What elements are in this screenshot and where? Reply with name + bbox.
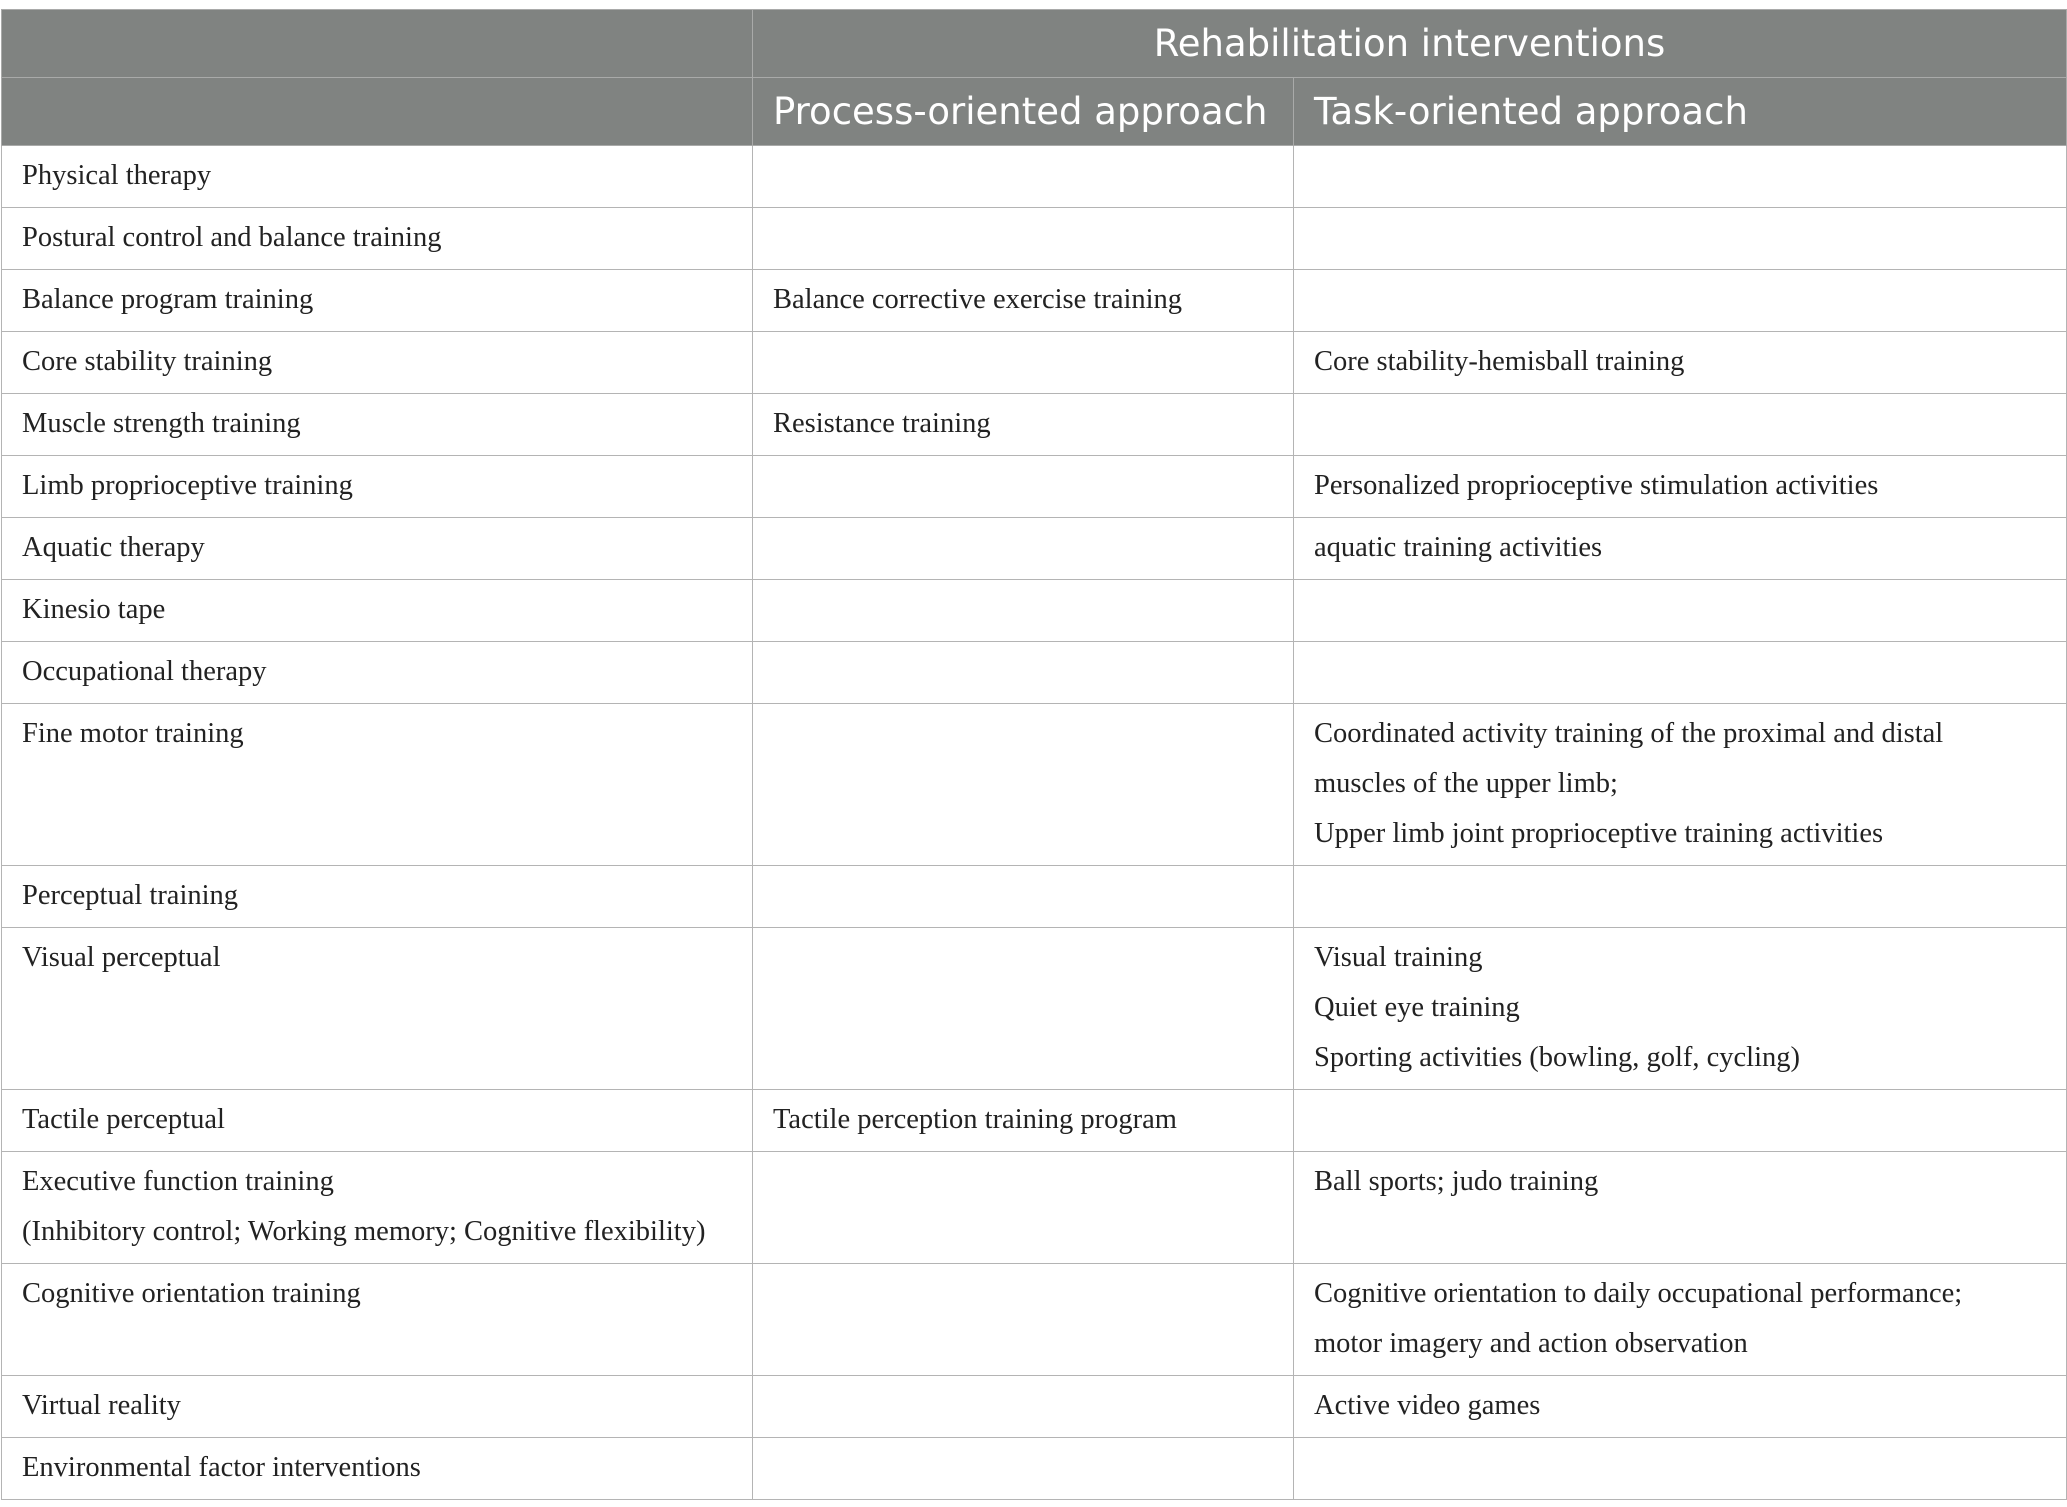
table-row: [2, 270, 2067, 332]
header-process-oriented: Process-oriented approach: [753, 78, 1294, 146]
task-approach-text: aquatic training activities: [1314, 532, 1603, 563]
intervention-name: Kinesio tape: [22, 594, 166, 625]
task-approach-text: Visual training: [1314, 942, 1483, 973]
task-cell: [1294, 332, 2067, 394]
process-cell: [753, 1264, 1294, 1376]
intervention-name: Perceptual training: [22, 880, 239, 911]
intervention-name: Balance program training: [22, 284, 314, 315]
intervention-name-cell: [2, 146, 753, 208]
header-task-oriented: Task-oriented approach: [1294, 78, 2067, 146]
table-row: [2, 1090, 2067, 1152]
task-approach-text: Sporting activities (bowling, golf, cycling): [1314, 1042, 1801, 1073]
task-cell: [1294, 208, 2067, 270]
intervention-name-cell: [2, 1376, 753, 1438]
process-cell: [753, 332, 1294, 394]
intervention-name: Environmental factor interventions: [22, 1452, 421, 1483]
intervention-name: Physical therapy: [22, 160, 212, 191]
table-row: [2, 518, 2067, 580]
process-approach-text: Balance corrective exercise training: [773, 284, 1183, 315]
intervention-name: Occupational therapy: [22, 656, 267, 687]
task-cell: [1294, 580, 2067, 642]
intervention-name-cell: [2, 704, 753, 866]
task-cell: [1294, 704, 2067, 866]
task-cell: [1294, 866, 2067, 928]
process-cell: [753, 394, 1294, 456]
intervention-name: Core stability training: [22, 346, 273, 377]
task-cell: [1294, 928, 2067, 1090]
task-cell: [1294, 518, 2067, 580]
process-cell: [753, 518, 1294, 580]
intervention-name: Executive function training: [22, 1166, 334, 1197]
process-cell: [753, 866, 1294, 928]
task-approach-text: Upper limb joint proprioceptive training activities: [1314, 818, 1884, 849]
table-row: [2, 146, 2067, 208]
intervention-name-cell: [2, 642, 753, 704]
interventions-table: [1, 9, 2067, 1500]
intervention-name: Tactile perceptual: [22, 1104, 225, 1135]
task-cell: [1294, 1152, 2067, 1264]
intervention-name-cell: [2, 456, 753, 518]
intervention-name-cell: [2, 332, 753, 394]
header-row-columns: [2, 78, 2067, 146]
intervention-name-detail: (Inhibitory control; Working memory; Cognitive flexibility): [22, 1216, 706, 1247]
intervention-name-cell: [2, 580, 753, 642]
table-row: [2, 394, 2067, 456]
task-approach-text: Core stability-hemisball training: [1314, 346, 1685, 377]
table-row: [2, 1376, 2067, 1438]
task-cell: [1294, 1090, 2067, 1152]
task-cell: [1294, 394, 2067, 456]
header-row-group: [2, 10, 2067, 78]
process-cell: [753, 1152, 1294, 1264]
task-cell: [1294, 1438, 2067, 1500]
table-row: [2, 704, 2067, 866]
process-cell: [753, 580, 1294, 642]
task-approach-text: Coordinated activity training of the proximal and distal: [1314, 718, 1944, 749]
task-cell: [1294, 456, 2067, 518]
intervention-name-cell: [2, 928, 753, 1090]
task-cell: [1294, 146, 2067, 208]
table-body: [2, 146, 2067, 1500]
task-cell: [1294, 1376, 2067, 1438]
table-row: [2, 1152, 2067, 1264]
intervention-name: Virtual reality: [22, 1390, 181, 1421]
process-cell: [753, 1090, 1294, 1152]
process-cell: [753, 704, 1294, 866]
intervention-name: Fine motor training: [22, 718, 244, 749]
process-cell: [753, 642, 1294, 704]
intervention-name-cell: [2, 270, 753, 332]
intervention-name-cell: [2, 866, 753, 928]
process-cell: [753, 270, 1294, 332]
header-group-label: Rehabilitation interventions: [753, 10, 2067, 78]
task-approach-text: Quiet eye training: [1314, 992, 1520, 1023]
process-cell: [753, 146, 1294, 208]
table-row: [2, 1264, 2067, 1376]
table-row: [2, 866, 2067, 928]
task-cell: [1294, 270, 2067, 332]
task-approach-text: Active video games: [1314, 1390, 1541, 1421]
table-row: [2, 332, 2067, 394]
intervention-name: Muscle strength training: [22, 408, 301, 439]
intervention-name: Aquatic therapy: [22, 532, 205, 563]
process-cell: [753, 1376, 1294, 1438]
table-row: [2, 208, 2067, 270]
table-row: [2, 456, 2067, 518]
intervention-name-cell: [2, 1438, 753, 1500]
intervention-name: Limb proprioceptive training: [22, 470, 353, 501]
process-cell: [753, 208, 1294, 270]
table-header: [2, 10, 2067, 146]
table-row: [2, 928, 2067, 1090]
table-row: [2, 1438, 2067, 1500]
table-row: [2, 580, 2067, 642]
task-approach-text: muscles of the upper limb;: [1314, 768, 1618, 799]
process-cell: [753, 928, 1294, 1090]
intervention-name: Postural control and balance training: [22, 222, 442, 253]
task-cell: [1294, 642, 2067, 704]
table-row: [2, 642, 2067, 704]
header-empty-cell: [2, 78, 753, 146]
process-approach-text: Resistance training: [773, 408, 991, 439]
intervention-name-cell: [2, 208, 753, 270]
intervention-name-cell: [2, 1264, 753, 1376]
task-approach-text: Cognitive orientation to daily occupational performance;: [1314, 1278, 1963, 1309]
task-approach-text: Personalized proprioceptive stimulation activities: [1314, 470, 1879, 501]
intervention-name: Visual perceptual: [22, 942, 221, 973]
intervention-name-cell: [2, 518, 753, 580]
task-approach-text: Ball sports; judo training: [1314, 1166, 1599, 1197]
intervention-name-cell: [2, 1152, 753, 1264]
intervention-name-cell: [2, 394, 753, 456]
intervention-name-cell: [2, 1090, 753, 1152]
task-cell: [1294, 1264, 2067, 1376]
process-approach-text: Tactile perception training program: [773, 1104, 1177, 1135]
header-empty-cell: [2, 10, 753, 78]
process-cell: [753, 1438, 1294, 1500]
task-approach-text: motor imagery and action observation: [1314, 1328, 1748, 1359]
process-cell: [753, 456, 1294, 518]
intervention-name: Cognitive orientation training: [22, 1278, 361, 1309]
